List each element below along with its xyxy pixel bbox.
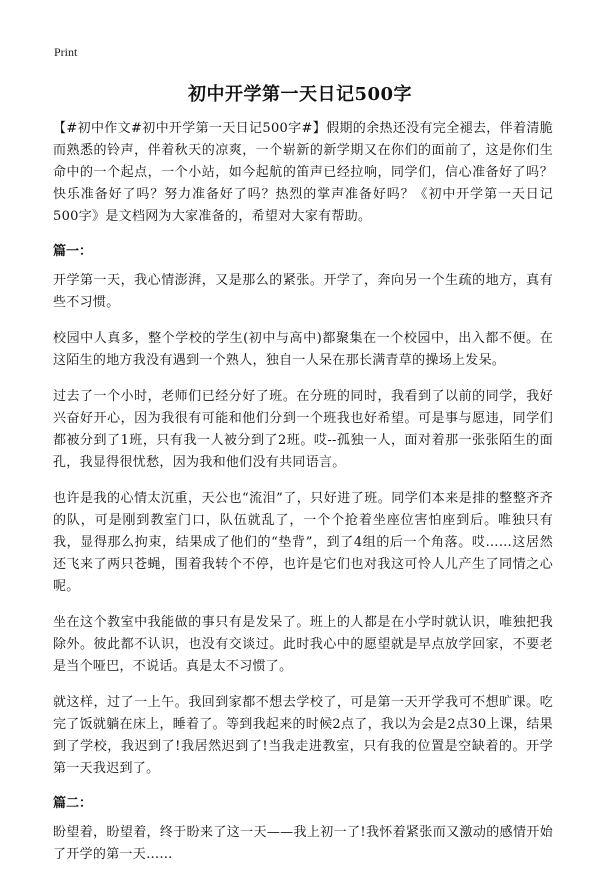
section-one	[53, 242, 553, 780]
paragraph: 就这样，过了一上午。我回到家都不想去学校了，可是第一天开学我可不想旷课。吃完了饭就躺在床上，睡着了。等到我起来的时候2点了，我以为会是2点30上课，结果到了学校，我迟到了!我居然迟到了!当我走进教室，只有我的位置是空缺着的。开学第一天我迟到了。	[53, 695, 553, 776]
section-heading: 篇二：	[53, 796, 93, 811]
page-title: 初中开学第一天日记500字	[187, 84, 413, 105]
paragraph: 坐在这个教室中我能做的事只有是发呆了。班上的人都是在小学时就认识，唯独把我除外。彼此都不认识，也没有交谈过。此时我心中的愿望就是早点放学回家，不要老是当个哑巴，不说话。真是太不习惯了。	[53, 615, 553, 674]
section-heading: 篇一：	[53, 244, 93, 259]
paragraph: 过去了一个小时，老师们已经分好了班。在分班的同时，我看到了以前的同学，我好兴奋好开心，因为我很有可能和他们分到一个班我也好希望。可是事与愿违，同学们都被分到了1班，只有我一人被分到了2班。哎--孤独一人，面对着那一张张陌生的面孔，我显得很忧愁，因为我和他们没有共同语言。	[53, 389, 553, 470]
intro-paragraph: 【#初中作文#初中开学第一天日记500字#】假期的余热还没有完全褪去，伴着清脆而熟悉的铃声，伴着秋天的凉爽，一个崭新的新学期又在你们的面前了，这是你们生命中的一个起点，一个小站，如今起航的笛声已经拉响，同学们，信心准备好了吗？快乐准备好了吗？努力准备好了吗？热烈的掌声准备好吗？《初中开学第一天日记500字》是文档网为大家准备的，希望对大家有帮助。	[53, 121, 553, 224]
paragraph: 也许是我的心情太沉重，天公也“流泪”了，只好进了班。同学们本来是排的整整齐齐的队，可是刚到教室门口，队伍就乱了，一个个抢着坐座位害怕座到后。唯独只有我，显得那么拘束，结果成了他们的“垫背”，到了4组的后一个角落。哎……这居然还飞来了两只苍蝇，围着我转个不停，也许是它们也对我这可怜人儿产生了同情之心呢。	[53, 491, 553, 594]
paragraph: 盼望着，盼望着，终于盼来了这一天——我上初一了!我怀着紧张而又激动的感情开始了开学的第一天……	[53, 825, 553, 862]
print-link[interactable]: Print	[54, 45, 78, 59]
section-two	[53, 794, 553, 866]
paragraph: 开学第一天，我心情澎湃，又是那么的紧张。开学了，奔向另一个生疏的地方，真有些不习惯。	[53, 273, 553, 310]
paragraph: 校园中人真多，整个学校的学生(初中与高中)都聚集在一个校园中，出入都不便。在这陌生的地方我没有遇到一个熟人，独自一人呆在那长满青草的操场上发呆。	[53, 331, 553, 368]
article-body	[53, 118, 553, 880]
